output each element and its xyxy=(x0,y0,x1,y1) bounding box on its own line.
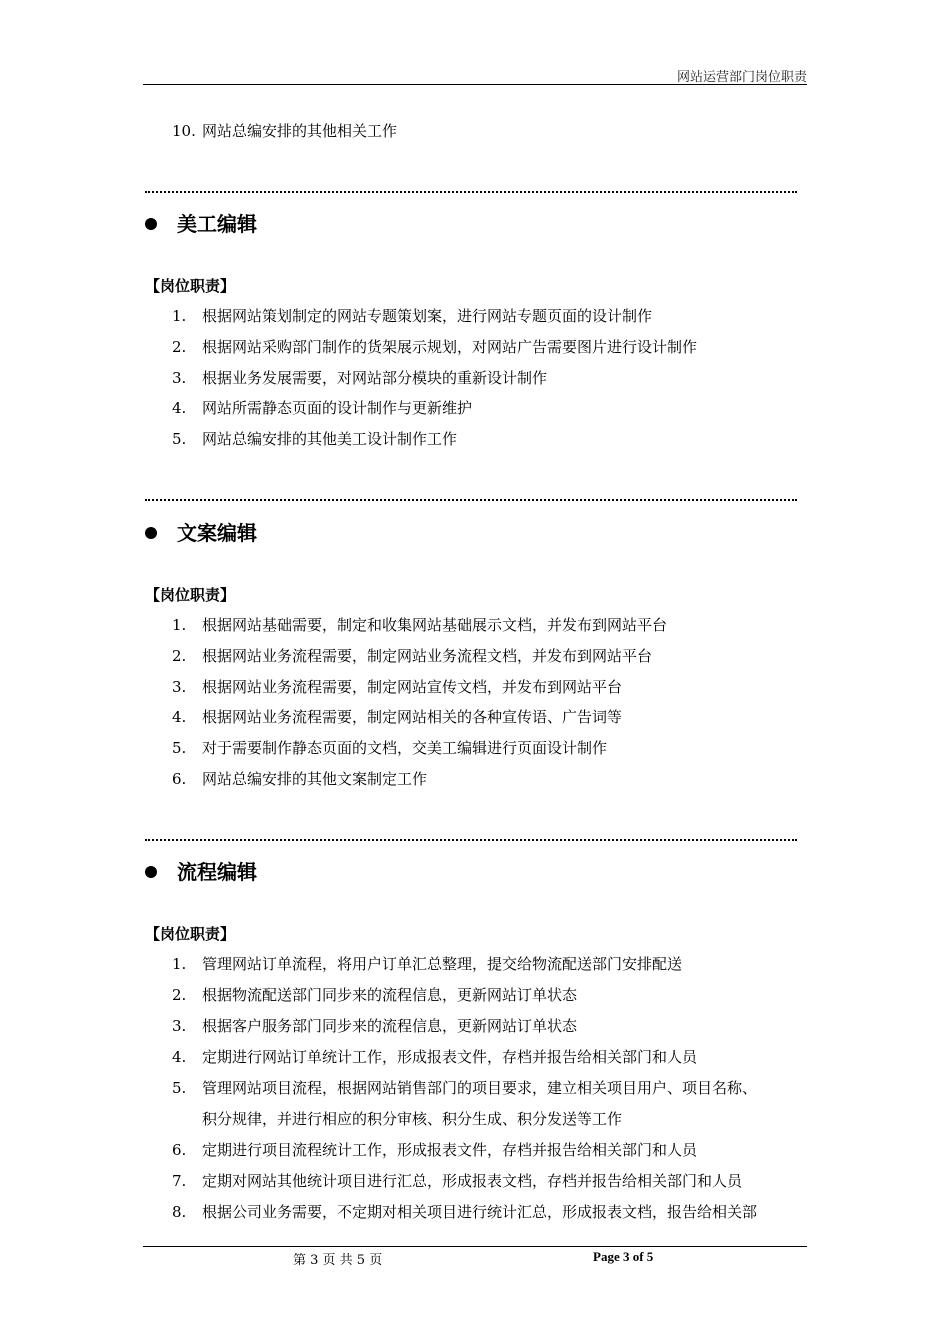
running-header-title: 网站运营部门岗位职责 xyxy=(676,70,807,85)
list-item xyxy=(172,398,472,418)
bullet-icon xyxy=(145,218,157,230)
list-item-text: 根据网站采购部门制作的货架展示规划，对网站广告需要图片进行设计制作 xyxy=(202,338,698,356)
list-item xyxy=(172,738,607,758)
footer-rule xyxy=(143,1246,807,1247)
list-item-number: 2. xyxy=(172,338,187,356)
section-heading xyxy=(145,212,257,236)
list-item-number: 2. xyxy=(172,647,187,665)
list-item xyxy=(172,677,622,697)
list-item xyxy=(172,985,577,1005)
list-item xyxy=(172,615,667,635)
list-item-number: 5. xyxy=(172,1079,187,1097)
list-item xyxy=(172,429,457,449)
section-title: 文案编辑 xyxy=(177,521,257,545)
list-item xyxy=(172,1171,742,1191)
bullet-icon xyxy=(145,527,157,539)
list-item-number: 6. xyxy=(172,1141,187,1159)
list-item-text: 根据网站业务流程需要，制定网站业务流程文档，并发布到网站平台 xyxy=(202,647,653,665)
header-rule xyxy=(143,84,807,85)
list-item-number: 10. xyxy=(172,122,196,140)
list-item xyxy=(172,306,652,326)
section-title: 美工编辑 xyxy=(177,212,257,236)
list-item-text: 根据公司业务需要，不定期对相关项目进行统计汇总，形成报表文档，报告给相关部 xyxy=(202,1203,758,1221)
list-item-number: 4. xyxy=(172,399,187,417)
list-item xyxy=(172,121,397,141)
list-item-text: 对于需要制作静态页面的文档，交美工编辑进行页面设计制作 xyxy=(202,739,608,757)
dotted-divider xyxy=(145,191,797,193)
list-item xyxy=(172,707,622,727)
list-item-number: 4. xyxy=(172,1048,187,1066)
list-item-text: 网站所需静态页面的设计制作与更新维护 xyxy=(202,399,473,417)
list-item xyxy=(172,368,547,388)
list-item-number: 5. xyxy=(172,739,187,757)
list-item-number: 3. xyxy=(172,678,187,696)
list-item-text: 根据物流配送部门同步来的流程信息，更新网站订单状态 xyxy=(202,986,578,1004)
list-item-number: 3. xyxy=(172,369,187,387)
list-item xyxy=(172,1202,757,1222)
bullet-icon xyxy=(145,866,157,878)
list-item-number: 4. xyxy=(172,708,187,726)
list-item-number: 1. xyxy=(172,955,187,973)
section-label: 【岗位职责】 xyxy=(145,586,236,604)
list-item-text: 定期进行网站订单统计工作，形成报表文件，存档并报告给相关部门和人员 xyxy=(202,1048,698,1066)
list-item xyxy=(172,646,652,666)
section-label: 【岗位职责】 xyxy=(145,277,236,295)
list-item xyxy=(172,337,697,357)
list-item-text: 管理网站项目流程，根据网站销售部门的项目要求，建立相关项目用户、项目名称、 xyxy=(202,1079,758,1097)
list-item-number: 1. xyxy=(172,616,187,634)
list-item-number: 7. xyxy=(172,1172,187,1190)
list-item-text: 网站总编安排的其他美工设计制作工作 xyxy=(202,430,458,448)
list-item-text: 网站总编安排的其他相关工作 xyxy=(202,122,398,140)
list-item-text: 管理网站订单流程，将用户订单汇总整理，提交给物流配送部门安排配送 xyxy=(202,955,683,973)
list-item-text: 根据网站基础需要，制定和收集网站基础展示文档，并发布到网站平台 xyxy=(202,616,668,634)
list-item-text: 根据网站业务流程需要，制定网站宣传文档，并发布到网站平台 xyxy=(202,678,623,696)
list-item-number: 3. xyxy=(172,1017,187,1035)
list-item-text: 定期对网站其他统计项目进行汇总，形成报表文档，存档并报告给相关部门和人员 xyxy=(202,1172,743,1190)
list-item xyxy=(172,1047,697,1067)
list-item-number: 1. xyxy=(172,307,187,325)
dotted-divider xyxy=(145,499,797,501)
list-item xyxy=(172,954,682,974)
dotted-divider xyxy=(145,839,797,841)
list-item xyxy=(172,1078,757,1098)
footer-page-en: Page 3 of 5 xyxy=(593,1249,654,1264)
section-title: 流程编辑 xyxy=(177,860,257,884)
list-item-text: 根据网站策划制定的网站专题策划案，进行网站专题页面的设计制作 xyxy=(202,307,653,325)
list-item-text: 网站总编安排的其他文案制定工作 xyxy=(202,770,428,788)
list-item-number: 2. xyxy=(172,986,187,1004)
list-item-number: 6. xyxy=(172,770,187,788)
list-item-text: 定期进行项目流程统计工作，形成报表文件，存档并报告给相关部门和人员 xyxy=(202,1141,698,1159)
list-item-text: 根据客户服务部门同步来的流程信息，更新网站订单状态 xyxy=(202,1017,578,1035)
section-heading xyxy=(145,521,257,545)
section-heading xyxy=(145,860,257,884)
footer-page-cn: 第 3 页 共 5 页 xyxy=(293,1253,383,1268)
list-item xyxy=(172,1140,697,1160)
list-item xyxy=(172,1016,577,1036)
list-item-text: 根据业务发展需要，对网站部分模块的重新设计制作 xyxy=(202,369,548,387)
list-item-number: 5. xyxy=(172,430,187,448)
section-label: 【岗位职责】 xyxy=(145,925,236,943)
list-item-number: 8. xyxy=(172,1203,187,1221)
list-item-continuation: 积分规律，并进行相应的积分审核、积分生成、积分发送等工作 xyxy=(202,1110,623,1128)
list-item-text: 根据网站业务流程需要，制定网站相关的各种宣传语、广告词等 xyxy=(202,708,623,726)
list-item xyxy=(172,769,427,789)
